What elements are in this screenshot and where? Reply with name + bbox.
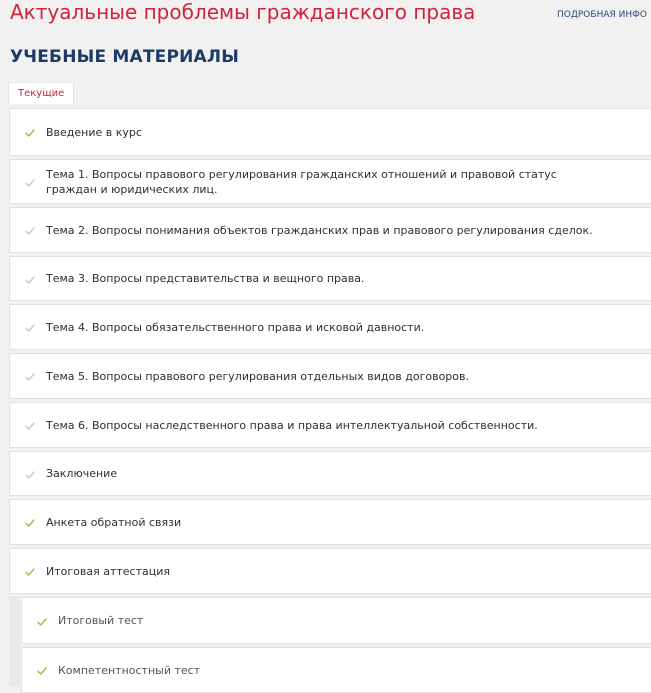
material-item-label: Тема 1. Вопросы правового регулирования гражданских отношений и правовой статус граждан и юридических лиц. (46, 168, 557, 196)
material-item-label: Компетентностный тест (58, 664, 201, 677)
material-item-label: Тема 3. Вопросы представительства и вещного права. (46, 272, 365, 285)
material-item-label: Итоговая аттестация (46, 565, 170, 578)
check-icon (25, 372, 35, 382)
check-icon (25, 421, 35, 431)
material-item[interactable] (9, 353, 651, 399)
check-icon (25, 275, 35, 285)
material-item[interactable] (9, 548, 651, 594)
material-item[interactable] (9, 402, 651, 448)
check-icon (25, 518, 35, 528)
check-icon (25, 128, 35, 138)
material-item-label: Тема 5. Вопросы правового регулирования отдельных видов договоров. (46, 370, 469, 383)
sub-material-item[interactable] (21, 647, 651, 693)
material-item[interactable] (9, 304, 651, 350)
section-title: УЧЕБНЫЕ МАТЕРИАЛЫ (10, 47, 240, 67)
material-item[interactable] (9, 451, 651, 496)
check-icon (37, 666, 47, 676)
check-icon (25, 470, 35, 480)
material-item-label: Введение в курс (46, 126, 142, 139)
sub-group-indent-bar (9, 596, 20, 686)
material-item-label: Тема 6. Вопросы наследственного права и права интеллектуальной собственности. (46, 419, 538, 432)
material-item-label: Тема 2. Вопросы понимания объектов гражданских прав и правового регулирования сделок. (46, 224, 593, 237)
tab-current[interactable]: Текущие (8, 82, 74, 104)
material-item-label: Итоговый тест (58, 614, 144, 627)
sub-material-item[interactable] (21, 597, 651, 644)
check-icon (25, 567, 35, 577)
check-icon (25, 226, 35, 236)
course-title: Актуальные проблемы гражданского права (10, 0, 476, 24)
check-icon (25, 178, 35, 188)
material-item[interactable] (9, 207, 651, 253)
material-item-label: Тема 4. Вопросы обязательственного права и исковой давности. (46, 321, 425, 334)
material-item[interactable] (9, 159, 651, 204)
material-item[interactable] (9, 499, 651, 545)
check-icon (25, 323, 35, 333)
check-icon (37, 617, 47, 627)
material-item[interactable] (9, 256, 651, 301)
more-info-link[interactable]: ПОДРОБНАЯ ИНФО (557, 10, 647, 20)
material-item-label: Анкета обратной связи (46, 516, 182, 529)
material-item-label: Заключение (46, 467, 118, 480)
material-item[interactable] (9, 108, 651, 156)
